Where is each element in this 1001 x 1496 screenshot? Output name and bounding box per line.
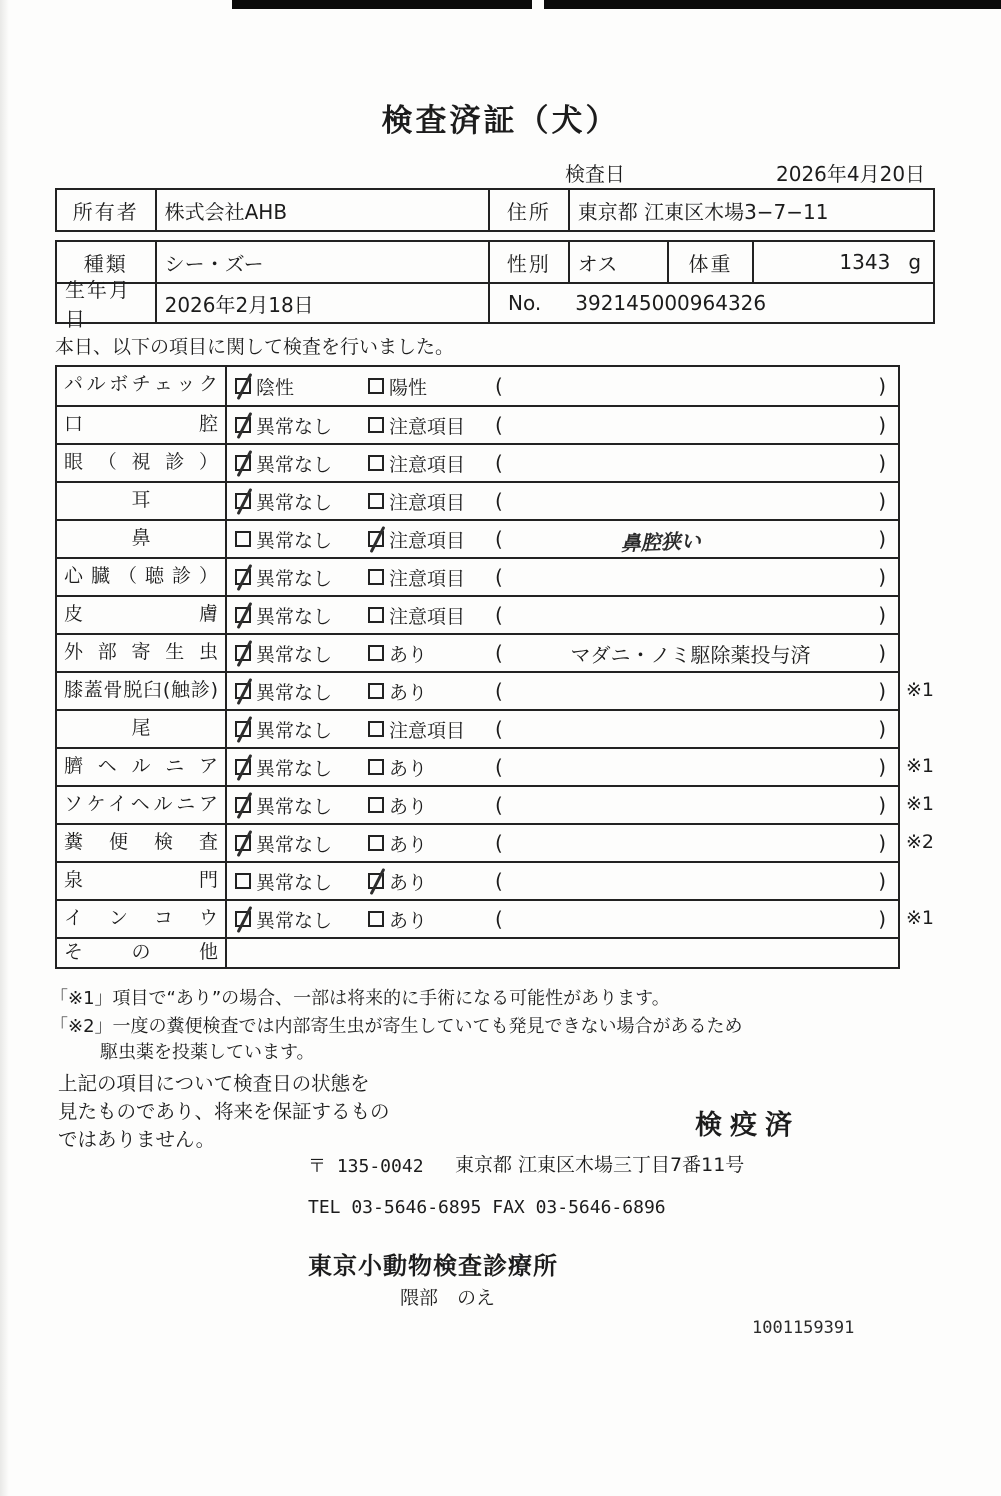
option-label: 異常なし bbox=[256, 415, 333, 438]
no-value: 392145000964326 bbox=[575, 291, 767, 315]
paren-open: ( bbox=[495, 679, 503, 703]
footnote-mark: ※1 bbox=[906, 793, 935, 815]
row-content bbox=[227, 901, 898, 937]
table-row bbox=[57, 278, 933, 331]
checkbox-icon bbox=[235, 683, 251, 699]
checkbox-icon bbox=[368, 911, 384, 927]
option-label: 注意項目 bbox=[389, 567, 466, 590]
option-1 bbox=[235, 868, 368, 895]
paren-close: ) bbox=[878, 679, 886, 703]
result-field bbox=[495, 869, 898, 893]
footnote-2-line2: 駆虫薬を投薬しています。 bbox=[100, 1042, 315, 1063]
option-1 bbox=[235, 640, 368, 667]
result-field bbox=[495, 525, 898, 554]
row-content bbox=[227, 367, 898, 405]
option-2 bbox=[368, 754, 495, 781]
option-label: あり bbox=[389, 871, 428, 894]
checklist-row bbox=[57, 405, 898, 443]
paren-close: ) bbox=[878, 489, 886, 513]
option-1 bbox=[235, 602, 368, 629]
clinic-address: 東京都 江東区木場三丁目7番11号 bbox=[455, 1154, 745, 1176]
paren-open: ( bbox=[495, 641, 503, 665]
option-1 bbox=[235, 412, 368, 439]
option-label: あり bbox=[389, 909, 428, 932]
option-label: 異常なし bbox=[256, 491, 333, 514]
option-label: 異常なし bbox=[256, 453, 333, 476]
item-label: ソケイヘルニア bbox=[57, 787, 227, 823]
option-2 bbox=[368, 868, 495, 895]
owner-label: 所有者 bbox=[57, 190, 157, 230]
option-2 bbox=[368, 412, 495, 439]
paren-open: ( bbox=[495, 717, 503, 741]
scan-artifact bbox=[232, 0, 532, 9]
disclaimer-line3: ではありません。 bbox=[58, 1128, 216, 1151]
paren-open: ( bbox=[495, 527, 503, 551]
option-label: 異常なし bbox=[256, 605, 333, 628]
checkbox-icon bbox=[235, 455, 251, 471]
postal-code: 〒 135-0042 bbox=[308, 1156, 424, 1177]
checkbox-icon bbox=[368, 645, 384, 661]
option-1 bbox=[235, 450, 368, 477]
paren-close: ) bbox=[878, 755, 886, 779]
checkbox-icon bbox=[235, 759, 251, 775]
checklist-row bbox=[57, 595, 898, 633]
result-field bbox=[495, 489, 898, 513]
item-label: その他 bbox=[57, 939, 227, 967]
no-label: No. bbox=[508, 291, 542, 315]
option-2 bbox=[368, 906, 495, 933]
footnote-mark: ※1 bbox=[906, 907, 935, 929]
checklist-row bbox=[57, 443, 898, 481]
option-1 bbox=[235, 678, 368, 705]
owner-name: 株式会社AHB bbox=[157, 190, 490, 230]
checklist-row bbox=[57, 367, 898, 405]
checkbox-icon bbox=[368, 607, 384, 623]
row-content bbox=[227, 521, 898, 557]
row-content bbox=[227, 863, 898, 899]
disclaimer-line2: 見たものであり、将来を保証するもの bbox=[58, 1100, 390, 1123]
birth-label: 生年月日 bbox=[57, 284, 157, 322]
paren-close: ) bbox=[878, 907, 886, 931]
checkbox-icon bbox=[368, 378, 384, 394]
paren-close: ) bbox=[878, 641, 886, 665]
option-label: あり bbox=[389, 643, 428, 666]
checkbox-icon bbox=[235, 569, 251, 585]
paren-close: ) bbox=[878, 451, 886, 475]
paren-open: ( bbox=[495, 413, 503, 437]
paren-open: ( bbox=[495, 565, 503, 589]
checkbox-icon bbox=[368, 455, 384, 471]
paren-open: ( bbox=[495, 755, 503, 779]
result-field bbox=[495, 755, 898, 779]
checkbox-icon bbox=[235, 378, 251, 394]
option-label: 異常なし bbox=[256, 871, 333, 894]
checklist-row bbox=[57, 823, 935, 861]
breed-value: シー・ズー bbox=[157, 242, 490, 282]
option-label: 異常なし bbox=[256, 643, 333, 666]
paren-open: ( bbox=[495, 869, 503, 893]
item-label: 糞便検査 bbox=[57, 825, 227, 861]
checkbox-icon bbox=[235, 493, 251, 509]
checkbox-icon bbox=[368, 531, 384, 547]
option-2 bbox=[368, 640, 495, 667]
checkbox-icon bbox=[235, 873, 251, 889]
option-2 bbox=[368, 488, 495, 515]
item-label: 臍ヘルニア bbox=[57, 749, 227, 785]
option-label: 異常なし bbox=[256, 681, 333, 704]
checkbox-icon bbox=[235, 607, 251, 623]
paren-open: ( bbox=[495, 831, 503, 855]
row-content bbox=[227, 559, 898, 595]
checkbox-icon bbox=[235, 911, 251, 927]
option-2 bbox=[368, 678, 495, 705]
paren-close: ) bbox=[878, 413, 886, 437]
footnote-2-line1: 「※2」一度の糞便検査では内部寄生虫が寄生していても発見できない場合があるため bbox=[50, 1016, 743, 1037]
item-label: 耳 bbox=[57, 483, 227, 519]
table-row bbox=[57, 190, 933, 230]
option-label: 異常なし bbox=[256, 757, 333, 780]
checklist-row bbox=[57, 557, 898, 595]
result-field bbox=[495, 451, 898, 475]
checkbox-icon bbox=[235, 721, 251, 737]
inspection-date-value: 2026年4月20日 bbox=[776, 162, 926, 186]
paren-open: ( bbox=[495, 489, 503, 513]
checklist-row bbox=[57, 481, 898, 519]
option-label: 陰性 bbox=[256, 376, 295, 399]
footnote-1: 「※1」項目で“あり”の場合、一部は将来的に手術になる可能性があります。 bbox=[50, 988, 670, 1009]
checkbox-icon bbox=[368, 683, 384, 699]
option-1 bbox=[235, 906, 368, 933]
option-1 bbox=[235, 526, 368, 553]
paren-close: ) bbox=[878, 603, 886, 627]
id-number-cell bbox=[490, 284, 933, 322]
option-label: 注意項目 bbox=[389, 529, 466, 552]
row-content bbox=[227, 635, 898, 671]
row-content bbox=[227, 939, 898, 967]
item-label: 皮膚 bbox=[57, 597, 227, 633]
option-2 bbox=[368, 602, 495, 629]
checklist-table bbox=[55, 365, 935, 969]
result-field bbox=[495, 717, 898, 741]
checkbox-icon bbox=[368, 759, 384, 775]
tel-fax: TEL 03-5646-6895 FAX 03-5646-6896 bbox=[308, 1197, 666, 1218]
checklist-row bbox=[57, 747, 935, 785]
paren-close: ) bbox=[878, 717, 886, 741]
checklist-row bbox=[57, 671, 935, 709]
examiner-name: 隈部 のえ bbox=[400, 1287, 496, 1309]
option-label: 異常なし bbox=[256, 567, 333, 590]
result-field bbox=[495, 374, 898, 398]
row-content bbox=[227, 445, 898, 481]
paren-open: ( bbox=[495, 603, 503, 627]
checklist-row bbox=[57, 861, 898, 899]
item-label: 外部寄生虫 bbox=[57, 635, 227, 671]
checklist-row bbox=[57, 709, 898, 747]
address-value: 東京都 江東区木場3−7−11 bbox=[577, 199, 829, 224]
checkbox-icon bbox=[235, 835, 251, 851]
page-title: 検査済証（犬） bbox=[381, 103, 620, 139]
row-content bbox=[227, 673, 898, 709]
row-content bbox=[227, 825, 898, 861]
checklist-row bbox=[57, 899, 935, 937]
option-label: あり bbox=[389, 795, 428, 818]
weight-label: 体重 bbox=[669, 242, 754, 282]
footnote-mark: ※1 bbox=[906, 755, 935, 777]
option-label: 陽性 bbox=[389, 376, 428, 399]
option-label: 注意項目 bbox=[389, 415, 466, 438]
result-text: マダニ・ノミ駆除薬投与済 bbox=[570, 642, 811, 667]
option-2 bbox=[368, 716, 495, 743]
disclaimer-line1: 上記の項目について検査日の状態を bbox=[58, 1072, 370, 1095]
checkbox-icon bbox=[368, 569, 384, 585]
checkbox-icon bbox=[368, 797, 384, 813]
option-1 bbox=[235, 830, 368, 857]
checkbox-icon bbox=[368, 493, 384, 509]
option-1 bbox=[235, 792, 368, 819]
option-1 bbox=[235, 488, 368, 515]
animal-table bbox=[55, 240, 935, 331]
option-label: 異常なし bbox=[256, 833, 333, 856]
checkbox-icon bbox=[235, 531, 251, 547]
checkbox-icon bbox=[368, 873, 384, 889]
item-label: 鼻 bbox=[57, 521, 227, 557]
footnote-mark: ※2 bbox=[906, 831, 935, 853]
option-label: 異常なし bbox=[256, 909, 333, 932]
result-field bbox=[495, 565, 898, 589]
weight-unit: g bbox=[908, 250, 922, 274]
paren-close: ) bbox=[878, 793, 886, 817]
item-label: 口腔 bbox=[57, 407, 227, 443]
row-content bbox=[227, 483, 898, 519]
document-serial: 1001159391 bbox=[752, 1318, 855, 1338]
paren-open: ( bbox=[495, 451, 503, 475]
paren-open: ( bbox=[495, 793, 503, 817]
checklist-row bbox=[57, 785, 935, 823]
row-content bbox=[227, 597, 898, 633]
birth-value: 2026年2月18日 bbox=[157, 284, 490, 322]
result-field bbox=[495, 907, 898, 931]
option-label: あり bbox=[389, 757, 428, 780]
weight-value bbox=[754, 242, 933, 282]
checkbox-icon bbox=[235, 797, 251, 813]
row-content bbox=[227, 787, 898, 823]
paren-close: ) bbox=[878, 869, 886, 893]
item-label: 心臓（聴診） bbox=[57, 559, 227, 595]
result-field bbox=[495, 603, 898, 627]
weight-number: 1343 bbox=[839, 250, 891, 274]
option-label: あり bbox=[389, 833, 428, 856]
item-label: パルボチェック bbox=[57, 367, 227, 405]
option-label: 注意項目 bbox=[389, 605, 466, 628]
row-content bbox=[227, 711, 898, 747]
checkbox-icon bbox=[368, 835, 384, 851]
option-2 bbox=[368, 792, 495, 819]
paren-close: ) bbox=[878, 831, 886, 855]
address-label: 住所 bbox=[490, 190, 570, 230]
footnote-mark: ※1 bbox=[906, 679, 935, 701]
scan-artifact bbox=[544, 0, 1001, 9]
paren-open: ( bbox=[495, 907, 503, 931]
checkbox-icon bbox=[235, 645, 251, 661]
option-label: 注意項目 bbox=[389, 491, 466, 514]
option-2 bbox=[368, 564, 495, 591]
checklist-row bbox=[57, 937, 898, 967]
result-field bbox=[495, 639, 898, 668]
option-2 bbox=[368, 373, 495, 400]
row-content bbox=[227, 749, 898, 785]
result-field bbox=[495, 679, 898, 703]
item-label: 泉門 bbox=[57, 863, 227, 899]
option-1 bbox=[235, 373, 368, 400]
item-label: インコウ bbox=[57, 901, 227, 937]
result-field bbox=[495, 831, 898, 855]
option-label: 異常なし bbox=[256, 719, 333, 742]
result-field bbox=[495, 413, 898, 437]
paren-close: ) bbox=[878, 565, 886, 589]
checklist-row bbox=[57, 633, 898, 671]
clinic-name: 東京小動物検査診療所 bbox=[308, 1252, 558, 1280]
item-label: 眼（視診） bbox=[57, 445, 227, 481]
checkbox-icon bbox=[235, 417, 251, 433]
checklist-row bbox=[57, 519, 898, 557]
paren-open: ( bbox=[495, 374, 503, 398]
inspection-date-label: 検査日 bbox=[565, 162, 625, 186]
handwritten-result-text: 鼻腔狭い bbox=[620, 528, 701, 555]
owner-table bbox=[55, 188, 935, 232]
option-label: 注意項目 bbox=[389, 453, 466, 476]
row-content bbox=[227, 407, 898, 443]
paren-close: ) bbox=[878, 527, 886, 551]
checkbox-icon bbox=[368, 721, 384, 737]
option-2 bbox=[368, 830, 495, 857]
sex-value: オス bbox=[570, 242, 670, 282]
option-label: 異常なし bbox=[256, 529, 333, 552]
sex-label: 性別 bbox=[490, 242, 570, 282]
result-field bbox=[495, 793, 898, 817]
scan-edge bbox=[0, 0, 9, 1496]
breed-label: 種類 bbox=[57, 242, 157, 282]
item-label: 膝蓋骨脱臼(触診) bbox=[57, 673, 227, 709]
quarantine-stamp: 検疫済 bbox=[695, 1110, 800, 1141]
item-label: 尾 bbox=[57, 711, 227, 747]
intro-text: 本日、以下の項目に関して検査を行いました。 bbox=[55, 336, 455, 358]
option-1 bbox=[235, 754, 368, 781]
option-1 bbox=[235, 564, 368, 591]
option-2 bbox=[368, 450, 495, 477]
option-1 bbox=[235, 716, 368, 743]
checkbox-icon bbox=[368, 417, 384, 433]
paren-close: ) bbox=[878, 374, 886, 398]
option-label: あり bbox=[389, 681, 428, 704]
option-label: 異常なし bbox=[256, 795, 333, 818]
option-label: 注意項目 bbox=[389, 719, 466, 742]
table-row bbox=[57, 242, 933, 282]
